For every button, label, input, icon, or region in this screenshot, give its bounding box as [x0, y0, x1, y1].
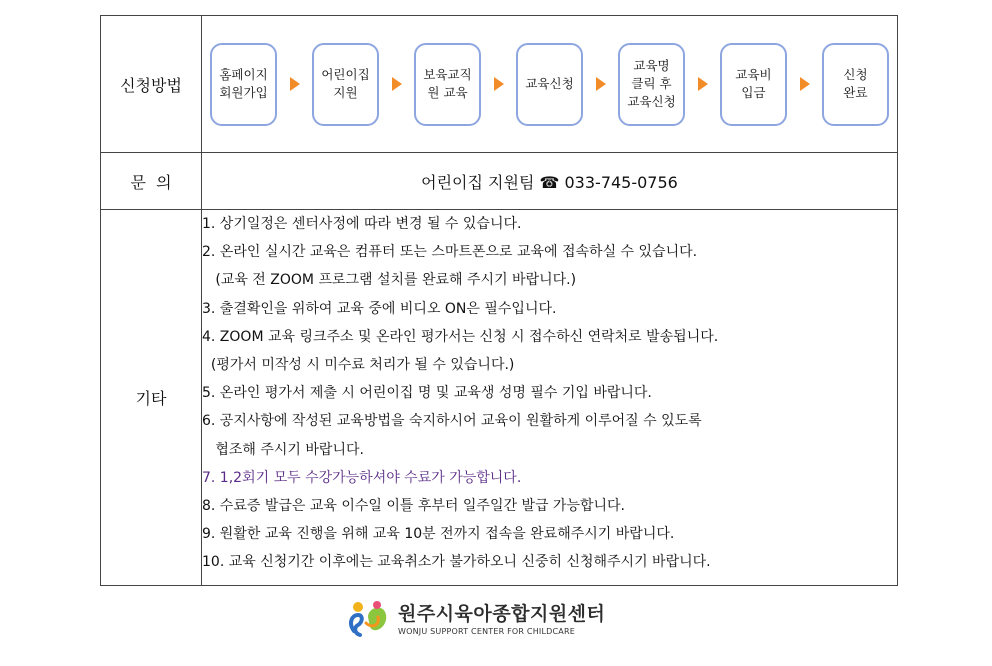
application-flow [202, 16, 897, 152]
arrow-right-icon [698, 77, 708, 91]
note-item: 8. 수료증 발급은 교육 이수일 이틀 후부터 일주일간 발급 가능합니다. [202, 498, 626, 515]
application-method-row [101, 16, 898, 153]
etc-row [101, 210, 898, 586]
note-item: (교육 전 ZOOM 프로그램 설치를 완료해 주시기 바랍니다.) [202, 272, 577, 289]
step-staff-education: 보육교직 원 교육 [414, 43, 481, 126]
step-apply-education: 교육신청 [516, 43, 583, 126]
note-item: 3. 출결확인을 위하여 교육 중에 비디오 ON은 필수입니다. [202, 300, 557, 317]
center-logo [344, 593, 605, 641]
step-daycare-support: 어린이집 지원 [312, 43, 379, 126]
note-item: 4. ZOOM 교육 링크주소 및 온라인 평가서는 신청 시 접수하신 연락처로 발송됩니다. [202, 328, 719, 345]
arrow-right-icon [596, 77, 606, 91]
notes-cell [202, 210, 898, 586]
contact-info: 어린이집 지원팀 ☎ 033-745-0756 [202, 153, 898, 210]
note-item: 10. 교육 신청기간 이후에는 교육취소가 불가하오니 신중히 신청해주시기 바랍니다. [202, 554, 711, 571]
note-item: 9. 원활한 교육 진행을 위해 교육 10분 전까지 접속을 완료해주시기 바랍니다. [202, 526, 675, 543]
arrow-right-icon [800, 77, 810, 91]
step-complete: 신청 완료 [822, 43, 889, 126]
note-item: 1. 상기일정은 센터사정에 따라 변경 될 수 있습니다. [202, 216, 522, 232]
arrow-right-icon [392, 77, 402, 91]
note-item: 6. 공지사항에 작성된 교육방법을 숙지하시어 교육이 원활하게 이루어질 수 있도록 [202, 413, 702, 430]
childcare-logo-icon [344, 593, 392, 641]
note-item: 5. 온라인 평가서 제출 시 어린이집 명 및 교육생 성명 필수 기입 바랍니다. [202, 385, 652, 402]
etc-label: 기타 [101, 210, 202, 586]
arrow-right-icon [494, 77, 504, 91]
step-click-course: 교육명 클릭 후 교육신청 [618, 43, 685, 126]
logo-english-name: WONJU SUPPORT CENTER FOR CHILDCARE [398, 626, 575, 636]
application-method-label: 신청방법 [101, 16, 202, 153]
inquiry-label: 문 의 [101, 153, 202, 210]
note-item: (평가서 미작성 시 미수료 처리가 될 수 있습니다.) [202, 357, 515, 374]
logo-korean-name: 원주시육아종합지원센터 [398, 602, 606, 625]
logo-text [398, 599, 605, 636]
application-flow-cell [202, 16, 898, 153]
note-item: 2. 온라인 실시간 교육은 컴퓨터 또는 스마트폰으로 교육에 접속하실 수 있습니다. [202, 244, 698, 261]
info-table [100, 15, 898, 586]
step-signup: 홈페이지 회원가입 [210, 43, 277, 126]
arrow-right-icon [290, 77, 300, 91]
note-item-highlight: 7. 1,2회기 모두 수강가능하셔야 수료가 가능합니다. [202, 469, 522, 486]
inquiry-row [101, 153, 898, 210]
note-item: 협조해 주시기 바랍니다. [202, 441, 364, 458]
step-payment: 교육비 입금 [720, 43, 787, 126]
